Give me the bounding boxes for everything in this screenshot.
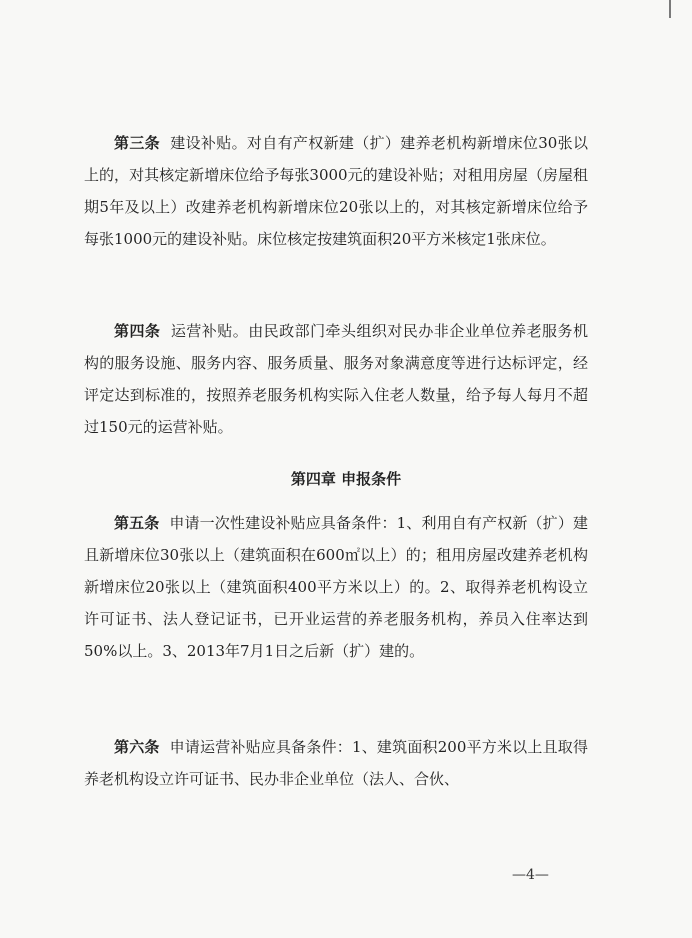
article-5 xyxy=(84,507,588,667)
article-6-label: 第六条 xyxy=(114,738,160,756)
article-6-text: 申请运营补贴应具备条件：1、建筑面积200平方米以上且取得养老机构设立许可证书、民办非企业单位（法人、合伙、 xyxy=(84,738,588,788)
chapter-heading: 第四章 申报条件 xyxy=(290,470,402,488)
article-4-paragraph xyxy=(84,315,588,443)
article-4 xyxy=(84,315,588,443)
article-3-label: 第三条 xyxy=(114,134,161,152)
article-3-text: 建设补贴。对自有产权新建（扩）建养老机构新增床位30张以上的，对其核定新增床位给予每张3000元的建设补贴；对租用房屋（房屋租期5年及以上）改建养老机构新增床位20张以上的，对其核定新增床位给予每张1000元的建设补贴。床位核定按建筑面积20平方米核定1张床位。 xyxy=(84,134,588,248)
article-4-text: 运营补贴。由民政部门牵头组织对民办非企业单位养老服务机构的服务设施、服务内容、服务质量、服务对象满意度等进行达标评定，经评定达到标准的，按照养老服务机构实际入住老人数量，给予每人每月不超过150元的运营补贴。 xyxy=(84,322,588,436)
article-5-label: 第五条 xyxy=(114,514,160,532)
article-4-label: 第四条 xyxy=(114,322,161,340)
article-6 xyxy=(84,731,588,795)
page-number: —4— xyxy=(512,867,549,883)
article-3-paragraph xyxy=(84,127,588,255)
article-5-text: 申请一次性建设补贴应具备条件：1、利用自有产权新（扩）建且新增床位30张以上（建筑面积在600㎡以上）的；租用房屋改建养老机构新增床位20张以上（建筑面积400平方米以上）的。2、取得养老机构设立许可证书、法人登记证书，已开业运营的养老服务机构，养员入住率达到50%以上。3、2013年7月1日之后新（扩）建的。 xyxy=(84,514,588,660)
scan-edge-line xyxy=(669,0,671,18)
article-3 xyxy=(84,127,588,255)
article-5-paragraph xyxy=(84,507,588,667)
article-6-paragraph xyxy=(84,731,588,795)
